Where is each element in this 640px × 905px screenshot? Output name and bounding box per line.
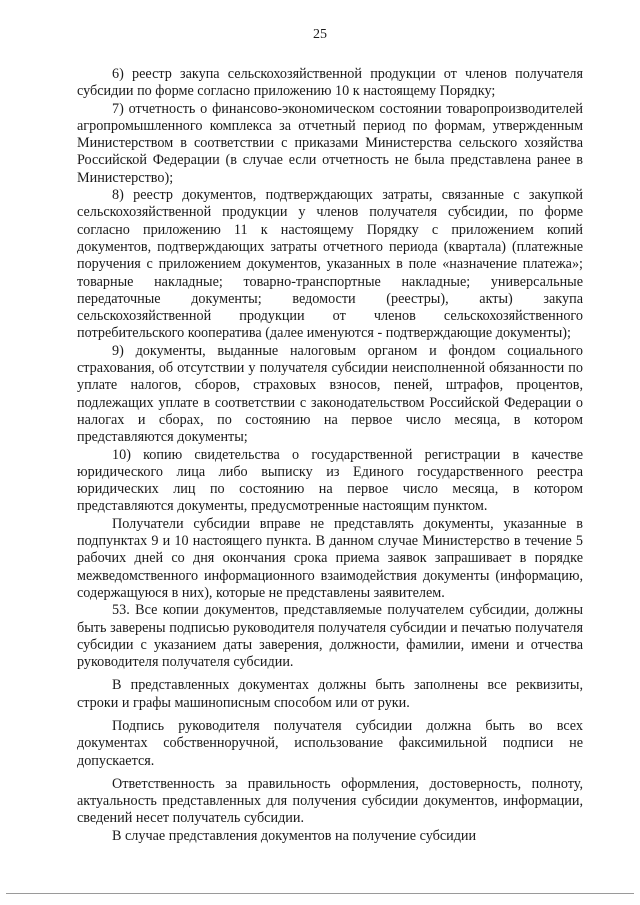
bottom-divider [6,893,634,894]
paragraph-item-6: 6) реестр закупа сельскохозяйственной продукции от членов получателя субсидии по форме согласно приложению 10 к настоящему Порядку; [77,66,583,100]
paragraph-responsibility: Ответственность за правильность оформления, достоверность, полноту, актуальность представленных для получения субсидии документов, информации, сведений несет получатель субсидии. [77,775,583,827]
paragraph-clause-53: 53. Все копии документов, представляемые получателем субсидии, должны быть заверены подписью руководителя получателя субсидии и печатью получателя субсидии с указанием даты заверения, должности, фамилии, имени и отчества руководителя получателя субсидии. [77,602,583,671]
paragraph-optional-documents: Получатели субсидии вправе не представлять документы, указанные в подпунктах 9 и 10 настоящего пункта. В данном случае Министерство в течение 5 рабочих дней со дня окончания срока приема заявок запрашивает в порядке межведомственного информационного взаимодействия документы (информацию, содержащуюся в них), которые не представлены заявителем. [77,515,583,601]
paragraph-item-7: 7) отчетность о финансово-экономическом состоянии товаропроизводителей агропромышленного комплекса за отчетный период по формам, утвержденным Министерством в соответствии с приказами Министерства сельского хозяйства Российской Федерации (в случае если отчетность не была представлена ранее в Министерство); [77,100,583,186]
page-number: 25 [313,27,327,42]
paragraph-signature: Подпись руководителя получателя субсидии должна быть во всех документах собственноручной, использование факсимильной подписи не допускается. [77,717,583,769]
paragraph-requisites: В представленных документах должны быть заполнены все реквизиты, строки и графы машинописным способом или от руки. [77,677,583,711]
paragraph-item-9: 9) документы, выданные налоговым органом и фондом социального страхования, об отсутствии у получателя субсидии неисполненной обязанности по уплате налогов, сборов, страховых взносов, пеней, штрафов, процентов, подлежащих уплате в соответствии с законодательством Российской Федерации о налогах и сборах, по состоянию на первое число месяца, в котором представляются документы; [77,342,583,446]
paragraph-item-10: 10) копию свидетельства о государственной регистрации в качестве юридического лица либо выписку из Единого государственного реестра юридических лиц по состоянию на первое число месяца, в котором представляются документы, предусмотренные настоящим пунктом. [77,446,583,515]
paragraph-continuation: В случае представления документов на получение субсидии [112,827,477,844]
paragraph-item-8: 8) реестр документов, подтверждающих затраты, связанные с закупкой сельскохозяйственной продукции у членов получателя субсидии, по форме согласно приложению 11 к настоящему Порядку с приложением копий документов, подтверждающих затраты отчетного периода (квартала) (платежные поручения с приложением документов, указанных в поле «назначение платежа»; товарные накладные; товарно-транспортные накладные; универсальные передаточные документы; ведомости (реестры), акты) закупа сельскохозяйственной продукции от членов сельскохозяйственного потребительского кооператива (далее именуются - подтверждающие документы); [77,187,583,342]
document-body [77,66,583,845]
